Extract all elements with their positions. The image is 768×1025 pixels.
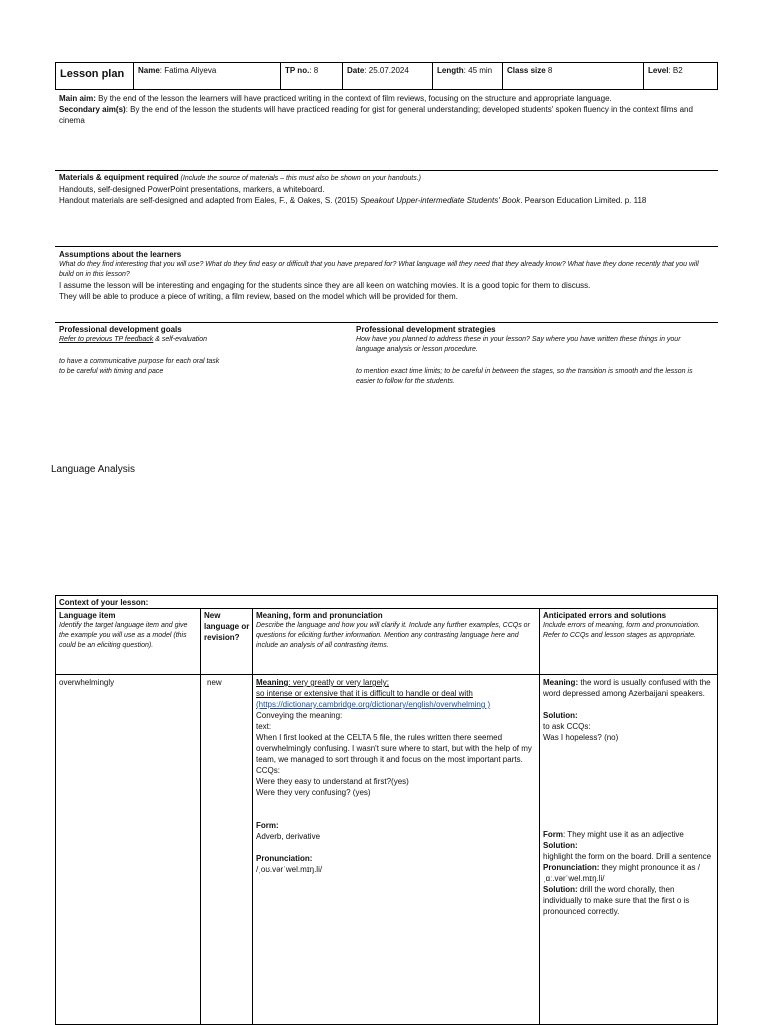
main-aim: Main aim: By the end of the lesson the learners will have practiced writing in the context of film reviews, focusing on the structure and appropriate language. [59,94,612,103]
secondary-aim: Secondary aim(s): By the end of the lesson the students will have practiced reading for gist for general understanding; developed students' spoken fluency in the context films and cinema [59,105,693,125]
tp-feedback-link[interactable]: Refer to previous TP feedback [59,336,154,343]
lesson-plan-header [55,62,718,90]
anticipated-errors: Meaning: the word is usually confused with the word depressed among Azerbaijani speakers. Solution: to ask CCQs: Was I hopeless? (no) Form: They might use it as an adjective Solution: highlight the form on the board. Drill a sentence Pronunciation: they might pronounce it as /ˌɑː.vərˈwel.mɪŋ.li/ Solution: drill the word chorally, then individually to make sure that the first o is pronounced correctly. [543,678,712,916]
length-cell: Length: 45 min [433,63,503,89]
section-title: Language Analysis [51,464,135,475]
col-new-language-header: New language or revision? [204,611,250,642]
pd-strategies: Professional development strategies How have you planned to address these in your lesson? Say where you have written these things in your language analysis or lesson procedure. to mention exact time limits; to be careful in between the stages, so the transition is smooth and the lesson is easier to follow for the students. [356,325,693,385]
dictionary-link[interactable]: (https://dictionary.cambridge.org/dictionary/english/overwhelming ) [256,700,491,709]
name-cell: Name: Fatima Aliyeva [134,63,281,89]
meaning-form-pronunciation: Meaning: very greatly or very largely; so intense or extensive that it is difficult to handle or deal with (https://dictionary.cambridge.org/dictionary/english/overwhelming ) Conveying the meaning: text: When I first looked at the CELTA 5 file, the rules written there seemed overwhelmingly confusing. I wasn't sure where to start, but with the help of my team, we managed to sort through it and focus on the most important parts. CCQs: Were they easy to understand at first?(yes) Were they very confusing? (yes) Form: Adverb, derivative Pronunciation: /ˌoʊ.vərˈwel.mɪŋ.li/ [256,677,536,875]
context-label: Context of your lesson: [59,598,149,607]
col-errors-header: Anticipated errors and solutions Include errors of meaning, form and pronunciation. Refer to CCQs and lesson stages as appropriate. [543,611,700,639]
col-meaning-header: Meaning, form and pronunciation Describe the language and how you will clarify it. Include any further examples, CCQs or questions for eliciting further information. Mention any contrasting language here and include an analysis of all contrasting items. [256,611,530,649]
language-analysis-table [55,595,718,1025]
date-cell: Date: 25.07.2024 [343,63,433,89]
level-cell: Level: B2 [648,66,683,75]
class-size-cell: Class size 8 [503,63,644,89]
divider [55,246,718,247]
tp-number-cell: TP no.: 8 [281,63,343,89]
page-title: Lesson plan [56,63,134,89]
divider [55,322,718,323]
pd-goals: Professional development goals Refer to previous TP feedback & self-evaluation to have a communicative purpose for each oral task to be careful with timing and pace [59,325,220,375]
assumptions-section: Assumptions about the learners What do they find interesting that you will use? What do they find easy or difficult that you have prepared for? What language will they need that they already know? What have they done recently that you will build on in this lesson? I assume the lesson will be interesting and engaging for the students since they are all keen on watching movies. It is a good topic for them to discuss. They will be able to produce a piece of writing, a film review, based on the model which will be provided for them. [59,250,699,301]
language-item: overwhelmingly [59,678,115,687]
divider [55,170,718,171]
new-or-revision: new [207,678,222,687]
materials-section: Materials & equipment required (Include the source of materials – this must also be shown on your handouts.) Handouts, self-designed PowerPoint presentations, markers, a whiteboard. Handout materials are self-designed and adapted from Eales, F., & Oakes, S. (2015) Speakout Upper-intermediate Students' Book. Pearson Education Limited. p. 118 [59,173,647,205]
col-language-item-header: Language item Identify the target language item and give the example you will use as a model (this could be an eliciting question). [59,611,188,649]
aims-section [59,93,714,126]
